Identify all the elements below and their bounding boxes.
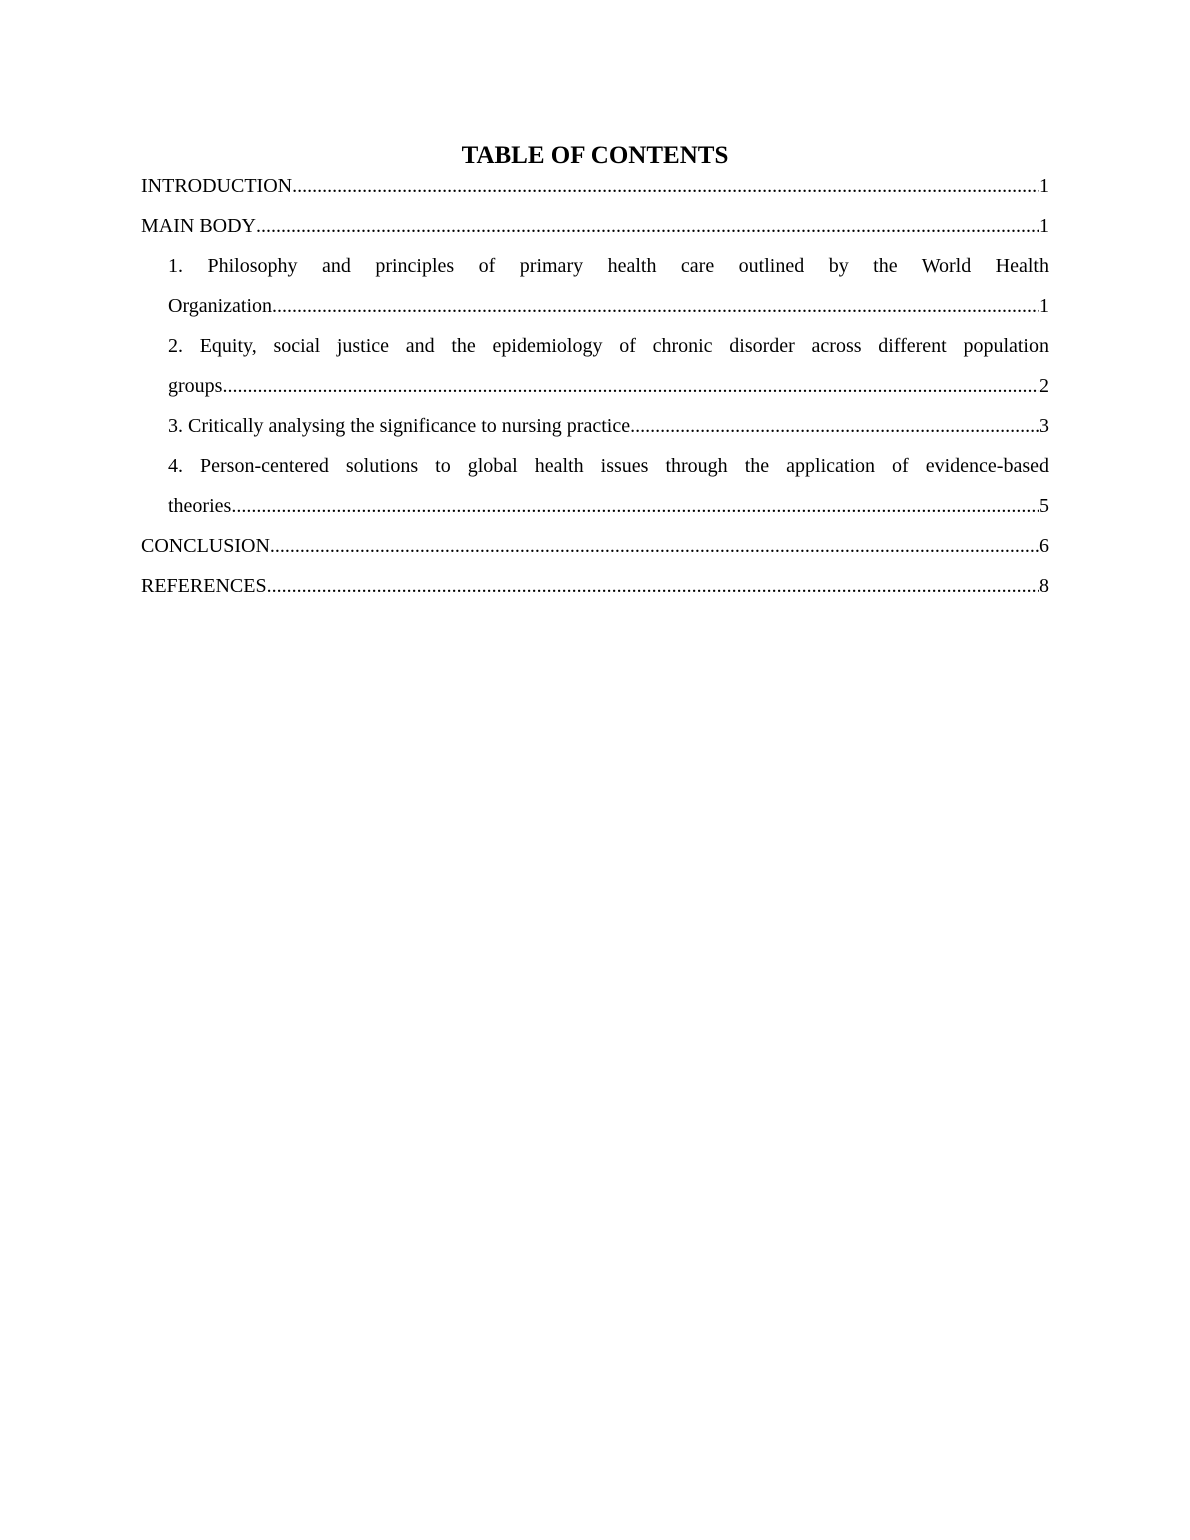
dot-leader xyxy=(231,486,1039,526)
dot-leader xyxy=(270,526,1039,566)
toc-entry-label: INTRODUCTION xyxy=(141,175,293,197)
toc-list xyxy=(141,166,1049,606)
toc-entry-introduction[interactable] xyxy=(141,166,1049,206)
toc-entry-section-4[interactable] xyxy=(141,446,1049,526)
toc-entry-label-line2: theories xyxy=(168,495,232,517)
toc-entry-label-line2: Organization xyxy=(168,295,273,317)
toc-entry-section-3[interactable] xyxy=(141,406,1049,446)
toc-entry-label-line2: groups xyxy=(168,375,223,397)
toc-page-number: 3 xyxy=(1039,415,1049,437)
toc-page-number: 1 xyxy=(1039,295,1049,317)
toc-entry-label-line1: 2. Equity, social justice and the epidemiology of chronic disorder across different population xyxy=(168,335,1049,357)
toc-title: TABLE OF CONTENTS xyxy=(461,142,729,169)
toc-page-number: 6 xyxy=(1039,535,1049,557)
toc-entry-main-body[interactable] xyxy=(141,206,1049,246)
toc-page-number: 1 xyxy=(1039,215,1049,237)
toc-entry-label: CONCLUSION xyxy=(141,535,270,557)
toc-entry-section-1[interactable] xyxy=(141,246,1049,326)
toc-entry-label: 3. Critically analysing the significance to nursing practice xyxy=(168,415,631,437)
toc-entry-label-line1: 4. Person-centered solutions to global health issues through the application of evidence-based xyxy=(168,455,1049,477)
toc-page-number: 2 xyxy=(1039,375,1049,397)
toc-page-number: 8 xyxy=(1039,575,1049,597)
dot-leader xyxy=(630,406,1039,446)
table-of-contents xyxy=(141,140,1049,606)
dot-leader xyxy=(272,286,1039,326)
toc-entry-section-2[interactable] xyxy=(141,326,1049,406)
toc-page-number: 5 xyxy=(1039,495,1049,517)
toc-page-number: 1 xyxy=(1039,175,1049,197)
dot-leader xyxy=(222,366,1039,406)
toc-entry-label-line1: 1. Philosophy and principles of primary health care outlined by the World Health xyxy=(168,255,1049,277)
toc-entry-label: REFERENCES xyxy=(141,575,267,597)
dot-leader xyxy=(256,206,1039,246)
dot-leader xyxy=(267,566,1039,606)
toc-entry-conclusion[interactable] xyxy=(141,526,1049,566)
toc-entry-references[interactable] xyxy=(141,566,1049,606)
toc-entry-label: MAIN BODY xyxy=(141,215,256,237)
dot-leader xyxy=(292,166,1039,206)
